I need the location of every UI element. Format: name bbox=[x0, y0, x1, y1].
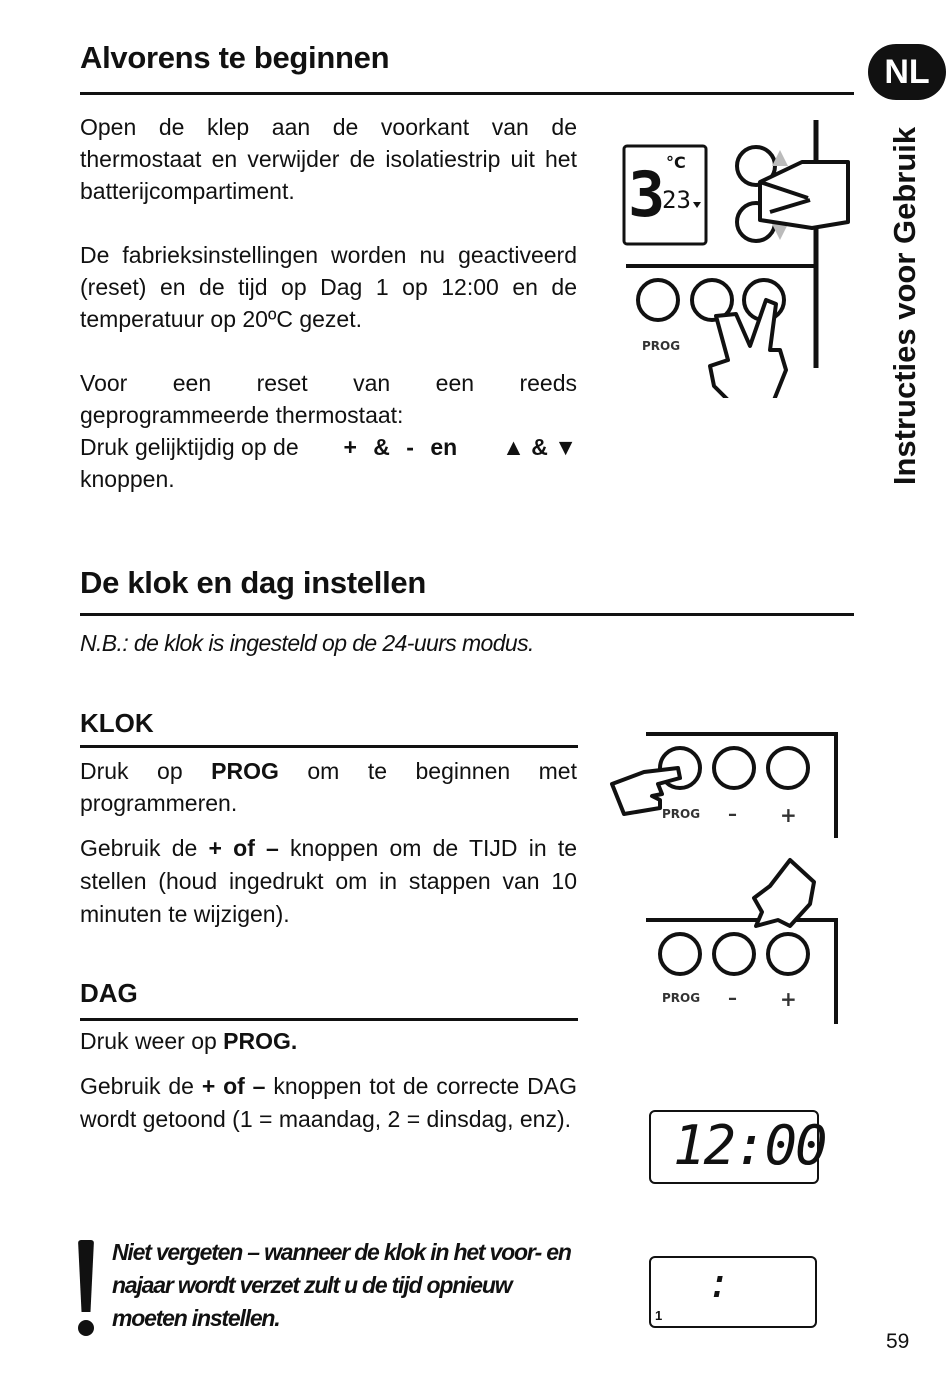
klok-title: KLOK bbox=[80, 708, 154, 738]
klok-body bbox=[80, 755, 577, 931]
dag-rule bbox=[80, 1018, 578, 1021]
section1-body bbox=[80, 111, 577, 495]
klok-paragraph-1: Druk op PROG om te beginnen met programmeren. bbox=[80, 758, 577, 816]
reset-suffix: knoppen. bbox=[80, 466, 175, 492]
press-plus-illustration bbox=[640, 856, 844, 1026]
klok-paragraph-2: Gebruik de + of – knoppen om de TIJD in te stellen (houd ingedrukt om in stappen van 10 minuten te wijzigen). bbox=[80, 835, 578, 927]
prog-label: PROG bbox=[642, 339, 681, 353]
reset-prefix: Druk gelijktijdig op de bbox=[80, 434, 299, 460]
hand-pointing-down-icon bbox=[754, 860, 814, 926]
thermo-display-small: 23 bbox=[662, 186, 691, 214]
dag-paragraph-2: Gebruik de + of – knoppen tot de correcte DAG wordt getoond (1 = maandag, 2 = dinsdag, enz). bbox=[80, 1073, 578, 1132]
thermo-display-main: 3 bbox=[628, 158, 666, 231]
minus-label: – bbox=[728, 804, 737, 825]
thermo-display-unit: °C bbox=[666, 153, 686, 172]
reset-arrows: ▲ & ▼ bbox=[502, 434, 577, 460]
minus-label: – bbox=[728, 988, 737, 1009]
lcd-day-display bbox=[649, 1256, 817, 1328]
page-number: 59 bbox=[886, 1330, 910, 1353]
plus-label: + bbox=[780, 987, 797, 1011]
klok-rule bbox=[80, 745, 578, 748]
lcd-time: 12:00 bbox=[673, 1114, 826, 1177]
lcd-time-display bbox=[649, 1110, 826, 1184]
section-rule bbox=[80, 613, 854, 616]
lcd-day-number: 1 bbox=[655, 1308, 663, 1323]
reset-instruction-line bbox=[80, 431, 577, 463]
paragraph-factory-settings: De fabrieksinstellingen worden nu geactiveerd (reset) en de tijd op Dag 1 op 12:00 en de temperatuur op 20ºC gezet. bbox=[80, 242, 577, 332]
section-title-before-start: Alvorens te beginnen bbox=[80, 40, 390, 75]
paragraph-reset: Voor een reset van een reeds geprogrammeerde thermostaat: bbox=[80, 370, 577, 428]
warning-exclamation-icon bbox=[76, 1240, 94, 1336]
note-24h-mode: N.B.: de klok is ingesteld op de 24-uurs modus. bbox=[80, 630, 534, 656]
prog-label: PROG bbox=[662, 807, 701, 821]
dag-title: DAG bbox=[80, 978, 138, 1008]
warning-text: Niet vergeten – wanneer de klok in het voor- en najaar wordt verzet zult u de tijd opnieuw moeten instellen. bbox=[112, 1239, 571, 1331]
side-title: Instructies voor Gebruik bbox=[887, 126, 922, 486]
thermostat-reset-illustration bbox=[620, 116, 860, 398]
dag-paragraph-1: Druk weer op PROG. bbox=[80, 1028, 298, 1054]
plus-label: + bbox=[780, 803, 797, 827]
section-title-clock-day: De klok en dag instellen bbox=[80, 565, 426, 600]
lcd-colon: : bbox=[707, 1261, 732, 1307]
press-prog-illustration bbox=[606, 728, 842, 840]
prog-label: PROG bbox=[662, 991, 701, 1005]
paragraph-open-cover: Open de klep aan de voorkant van de thermostaat en verwijder de isolatiestrip uit het batterijcompartiment. bbox=[80, 114, 577, 204]
language-badge: NL bbox=[868, 44, 946, 100]
dag-body bbox=[80, 1025, 577, 1136]
section-rule bbox=[80, 92, 854, 95]
reset-keys: + & - en bbox=[343, 434, 458, 460]
